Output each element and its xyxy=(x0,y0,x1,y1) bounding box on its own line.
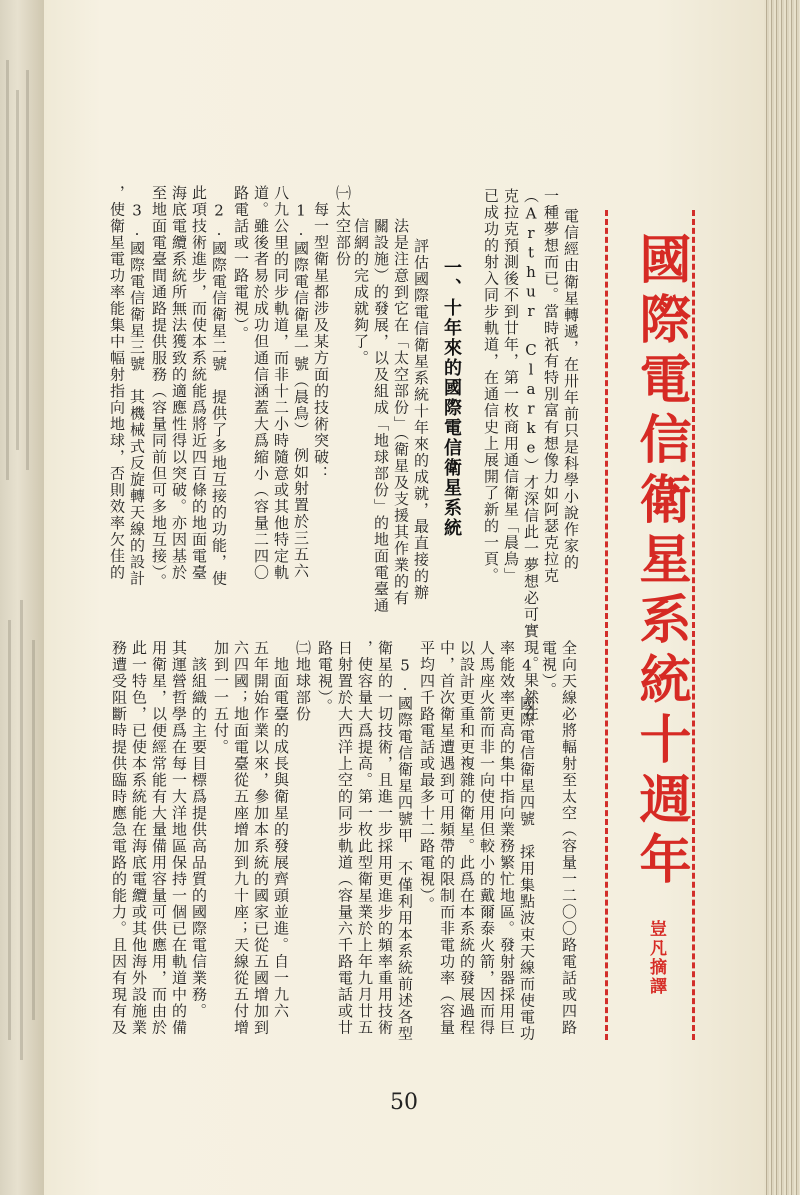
earth-section-line: 該組織的主要目標爲提供高品質的國際電信業務。 xyxy=(190,640,208,1020)
space-section-line: 海底電纜系統所無法獲致的適應性得以突破。亦因基於 xyxy=(170,185,188,581)
satellite-line: ，使容量大爲提高。第一枚此型衛星業於上年九月廿五 xyxy=(356,640,374,1036)
earth-section-line: 其運營哲學爲在每一大洋地區保持一個已在軌道中的備 xyxy=(170,640,188,1036)
space-section-line: 每一型衛星都涉及某方面的技術突破： xyxy=(312,185,330,482)
satellite-line: 日射置於大西洋上空的同步軌道（容量六千路電話或廿 xyxy=(336,640,354,1036)
page-stack-edge xyxy=(764,0,800,1195)
satellite-line: 電視）。 xyxy=(540,640,558,699)
earth-section-line: 此一特色，已使本系統能在海底電纜或其他海外設施業 xyxy=(130,640,148,1036)
facing-page-edge xyxy=(0,0,44,1195)
satellite-line: 4.國際電信衛星四號 採用集點波束天線而使電功 xyxy=(518,640,536,1042)
space-section-line: 八九公里的同步軌道，而非十二小時隨意或其他特定軌 xyxy=(272,185,290,581)
satellite-line: 人馬座火箭而非一向使用但較小的戴爾泰火箭，因而得 xyxy=(478,640,496,1036)
space-section-line: 此項技術進步，而使本系統能爲將近四百條的地面電臺 xyxy=(190,185,208,581)
space-section-line: 路電話或一路電視）。 xyxy=(232,185,250,343)
space-section-line: 2.國際電信衛星二號 提供了多地互接的功能，使 xyxy=(210,185,228,587)
earth-section-line: 務遭受阻斷時提供臨時應急電路的能力。且因有現有及 xyxy=(110,640,128,1036)
section1-line: 評估國際電信衛星系統十年來的成就，最直接的辦 xyxy=(412,238,430,601)
space-section-line: 道。雖後者易於成功但通信涵蓋大爲縮小（容量二四〇 xyxy=(252,185,270,581)
earth-section-line: 五年開始作業以來，參加本系統的國家已從五國增加到 xyxy=(252,640,270,1036)
section1-line: 關設施）的發展，以及組成「地球部份」的地面電臺通 xyxy=(372,218,390,614)
space-section-line: 至地面電臺間通路提供服務（容量同前但可多地互接）。 xyxy=(150,185,168,590)
intro-line: （Arthur Clarke）才深信此一夢想必可實現。果然在 xyxy=(522,188,540,722)
space-section-line: ，使衛星電功率能集中幅射指向地球，否則效率欠佳的 xyxy=(108,185,126,581)
earth-section-line: ㈡地球部份 xyxy=(294,640,312,723)
earth-section-line: 六四國；地面電臺從五座增加到九十座；天線從五付增 xyxy=(232,640,250,1036)
satellite-line: 率能效率更高的集中指向業務繁忙地區。發射器採用巨 xyxy=(498,640,516,1036)
intro-line: 已成功的射入同步軌道，在通信史上展開了新的一頁。 xyxy=(482,188,500,584)
intro-line: 電信經由衛星轉遞，在卅年前只是科學小說作家的 xyxy=(562,208,580,571)
intro-line: 克拉克預測後不到廿年，第一枚商用通信衛星「晨鳥」 xyxy=(502,188,520,584)
earth-section-line: 用衛星，以便經常能有大量備用容量可供應用，而由於 xyxy=(150,640,168,1036)
earth-section-line: 加到一一五付。 xyxy=(212,640,230,756)
space-section-line: 3.國際電信衛星三號 其機械式反旋轉天線的設計 xyxy=(128,185,146,587)
space-section-line: 1.國際電信衛星一號（晨鳥） 例如射置於三五六 xyxy=(292,185,310,580)
byline: 豈凡摘譯 xyxy=(646,920,666,996)
section-heading: 一、十年來的國際電信衛星系統 xyxy=(441,258,462,538)
satellite-line: 衛星的一切技術，且進一步採用更進步的頻率重用技術 xyxy=(376,640,394,1036)
satellite-line: 以設計更重和更複雜的衛星。此爲在本系統的發展過程 xyxy=(458,640,476,1036)
satellite-line: 全向天線必將輻射至太空（容量一二〇〇路電話或四路 xyxy=(560,640,578,1036)
satellite-line: 路電視）。 xyxy=(316,640,334,715)
satellite-line: 平均四千路電話或最多十二路電視）。 xyxy=(418,640,436,913)
intro-line: 一種夢想而已。當時祇有特別富有想像力如阿瑟克拉克 xyxy=(542,188,560,584)
article-title: 國際電信衛星系統十週年 xyxy=(630,232,691,892)
space-section-line: ㈠太空部份 xyxy=(334,185,352,268)
earth-section-line: 地面電臺的成長與衛星的發展齊頭並進。自一九六 xyxy=(272,640,290,1020)
page-number: 50 xyxy=(390,1090,418,1115)
section1-line: 信網的完成就夠了。 xyxy=(352,218,370,367)
satellite-line: 5.國際電信衛星四號甲 不僅利用本系統前述各型 xyxy=(396,640,414,1042)
section1-line: 法是注意到它在「太空部份」（衛星及支援其作業的有 xyxy=(392,218,410,607)
satellite-line: 中，首次衛星遭遇到可用頻帶的限制而非電功率（容量 xyxy=(438,640,456,1036)
